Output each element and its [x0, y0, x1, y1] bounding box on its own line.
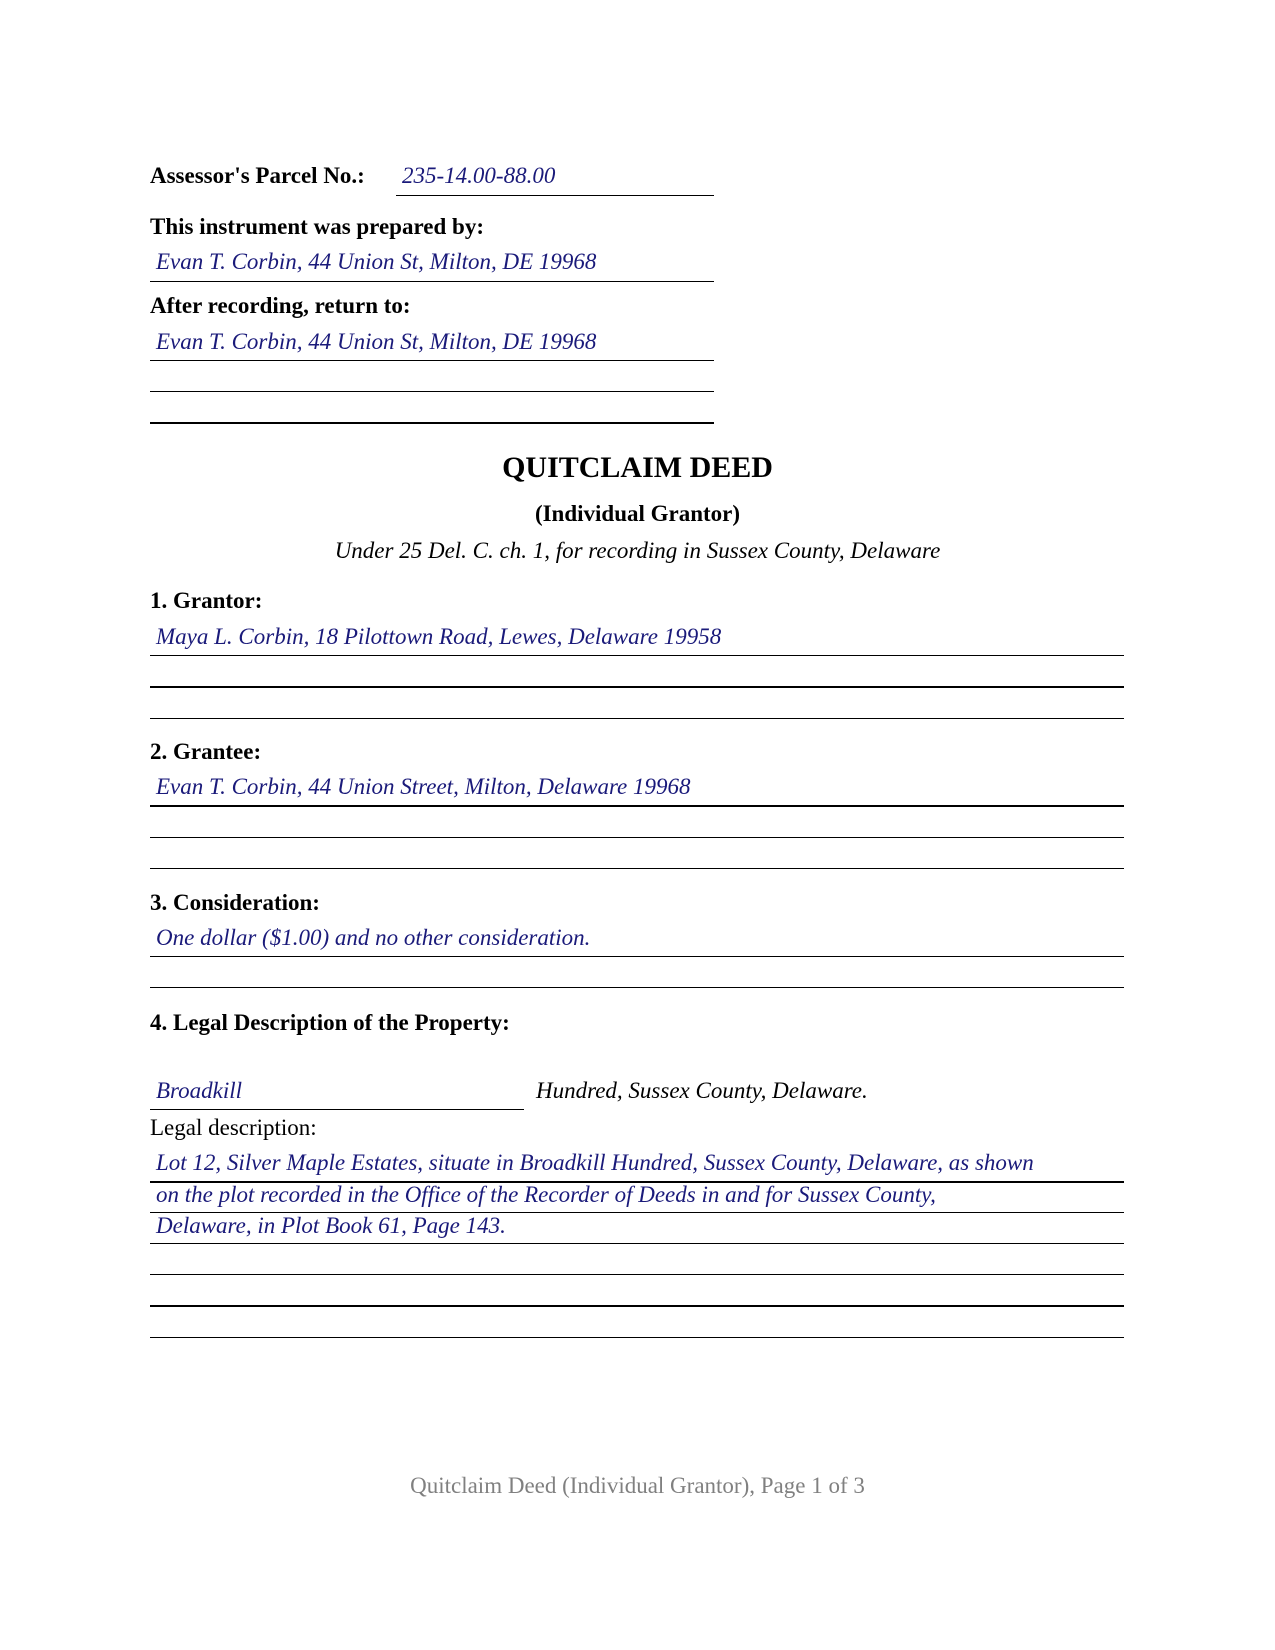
return-to-underline: [150, 360, 714, 361]
document-subtitle: (Individual Grantor): [534, 501, 741, 526]
parcel-label: Assessor's Parcel No.:: [150, 163, 365, 188]
grantee-field[interactable]: Evan T. Corbin, 44 Union Street, Milton, Delaware 19968: [156, 774, 691, 799]
consideration-blank-line: [150, 987, 1124, 988]
legal-description-line-3[interactable]: Delaware, in Plot Book 61, Page 143.: [156, 1213, 506, 1238]
parcel-underline: [396, 195, 714, 196]
consideration-field[interactable]: One dollar ($1.00) and no other consideration.: [156, 925, 591, 950]
legal-description-blank-line-3: [150, 1337, 1124, 1338]
grantor-label: 1. Grantor:: [150, 588, 263, 613]
grantor-blank-line-2: [150, 718, 1124, 719]
grantee-blank-line-2: [150, 868, 1124, 869]
return-to-blank-line: [150, 391, 714, 392]
legal-description-blank-line-1: [150, 1274, 1124, 1275]
hundred-field[interactable]: Broadkill: [156, 1078, 243, 1103]
legal-description-blank-line-2: [150, 1305, 1124, 1307]
grantee-underline: [150, 805, 1124, 807]
parcel-field[interactable]: 235-14.00-88.00: [402, 163, 556, 188]
legal-description-label: Legal description:: [150, 1115, 317, 1140]
hundred-underline: [150, 1109, 524, 1110]
grantor-blank-line-1: [150, 686, 1124, 688]
legal-description-line-2[interactable]: on the plot recorded in the Office of the Recorder of Deeds in and for Sussex County,: [156, 1182, 936, 1207]
grantor-field[interactable]: Maya L. Corbin, 18 Pilottown Road, Lewes, Delaware 19958: [156, 624, 722, 649]
legal-description-heading: 4. Legal Description of the Property:: [150, 1010, 510, 1035]
legal-description-line-1[interactable]: Lot 12, Silver Maple Estates, situate in Broadkill Hundred, Sussex County, Delaware, as shown: [156, 1150, 1034, 1175]
statute-reference: Under 25 Del. C. ch. 1, for recording in Sussex County, Delaware: [334, 538, 941, 563]
grantee-blank-line-1: [150, 837, 1124, 838]
document-title: QUITCLAIM DEED: [502, 451, 773, 484]
grantee-label: 2. Grantee:: [150, 739, 262, 764]
consideration-underline: [150, 956, 1124, 957]
legal-description-underline-3: [150, 1243, 1124, 1244]
return-to-label: After recording, return to:: [150, 293, 411, 318]
consideration-label: 3. Consideration:: [150, 890, 320, 915]
prepared-by-underline: [150, 281, 714, 282]
header-separator: [150, 422, 714, 424]
prepared-by-label: This instrument was prepared by:: [150, 214, 484, 239]
return-to-field[interactable]: Evan T. Corbin, 44 Union St, Milton, DE 19968: [156, 329, 597, 354]
hundred-suffix: Hundred, Sussex County, Delaware.: [536, 1078, 868, 1103]
prepared-by-field[interactable]: Evan T. Corbin, 44 Union St, Milton, DE 19968: [156, 249, 597, 274]
page-footer: Quitclaim Deed (Individual Grantor), Page 1 of 3: [410, 1473, 865, 1498]
grantor-underline: [150, 655, 1124, 656]
